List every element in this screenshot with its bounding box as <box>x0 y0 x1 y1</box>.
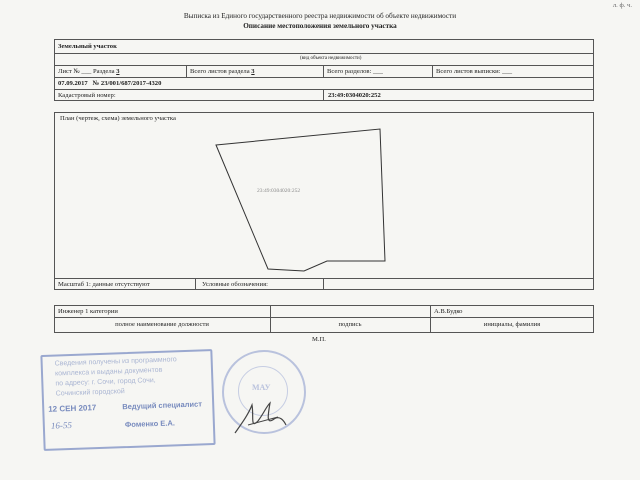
header-form-table <box>54 39 594 101</box>
caption-signature: подпись <box>338 321 362 328</box>
total-sheets <box>436 68 512 75</box>
total-sheets-value: ___ <box>502 68 513 75</box>
corner-note: л. ф. ч. <box>612 2 632 9</box>
signer-position: Инженер 1 категории <box>58 308 118 315</box>
stamp-line-3: по адресу: г. Сочи, город Сочи, <box>55 377 156 388</box>
sheet-field <box>58 68 119 75</box>
extract-date-number <box>58 80 161 87</box>
caption-name: инициалы, фамилия <box>483 321 541 328</box>
seal-place: М.П. <box>312 336 326 343</box>
stamp-time: 16-55 <box>50 419 73 431</box>
section-value: 3 <box>116 68 120 75</box>
total-sections-label: Всего разделов: <box>327 68 372 75</box>
signature-table <box>54 305 594 333</box>
total-sheets-label: Всего листов выписки: <box>436 68 501 75</box>
extract-number: 23/001/687/2017-4320 <box>100 80 162 87</box>
stamp-line-1: Сведения получены из программного <box>54 356 177 368</box>
caption-position: полное наименование должности <box>115 321 209 328</box>
legend-label: Условные обозначения: <box>202 281 268 288</box>
signer-name: А.В.Будко <box>434 308 463 315</box>
stamp-specialist-name: Фоменко Е.А. <box>124 418 176 430</box>
stamp-line-2: комплекса и выданы документов <box>54 366 163 378</box>
land-plot-drawing <box>54 112 594 278</box>
extract-date: 07.09.2017 <box>58 80 88 87</box>
stamp-date: 12 СЕН 2017 <box>48 403 97 414</box>
sheet-value: ___ <box>81 68 92 75</box>
signature <box>230 395 290 440</box>
document-subtitle: Описание местоположения земельного участка <box>243 22 397 30</box>
total-sheets-section <box>190 68 255 75</box>
section-label: Раздела <box>92 68 115 75</box>
cadastral-label: Кадастровый номер: <box>58 92 116 99</box>
number-label: № <box>92 80 100 87</box>
plan-label: План (чертеж, схема) земельного участка <box>60 115 176 122</box>
total-sections <box>327 68 383 75</box>
cadastral-number: 23:49:0304020:252 <box>328 92 381 99</box>
total-sheets-section-value: 3 <box>251 68 255 75</box>
sheet-label: Лист № <box>58 68 80 75</box>
registration-stamp <box>40 349 215 451</box>
plot-boundary <box>216 129 385 271</box>
total-sheets-section-label: Всего листов раздела <box>190 68 250 75</box>
document-title: Выписка из Единого государственного реестра недвижимости об объекте недвижимости <box>183 12 457 20</box>
object-caption: (вид объекта недвижимости) <box>300 56 362 61</box>
plot-cadastral-label: 23:49:0304020:252 <box>257 188 301 194</box>
total-sections-value: ___ <box>373 68 383 75</box>
stamp-role: Ведущий специалист <box>122 399 203 412</box>
object-type: Земельный участок <box>58 43 117 50</box>
stamp-line-4: Сочинский городской <box>55 388 125 398</box>
seal-text: МАУ <box>252 383 271 392</box>
scale-label: Масштаб 1: данные отсутствуют <box>58 281 150 288</box>
